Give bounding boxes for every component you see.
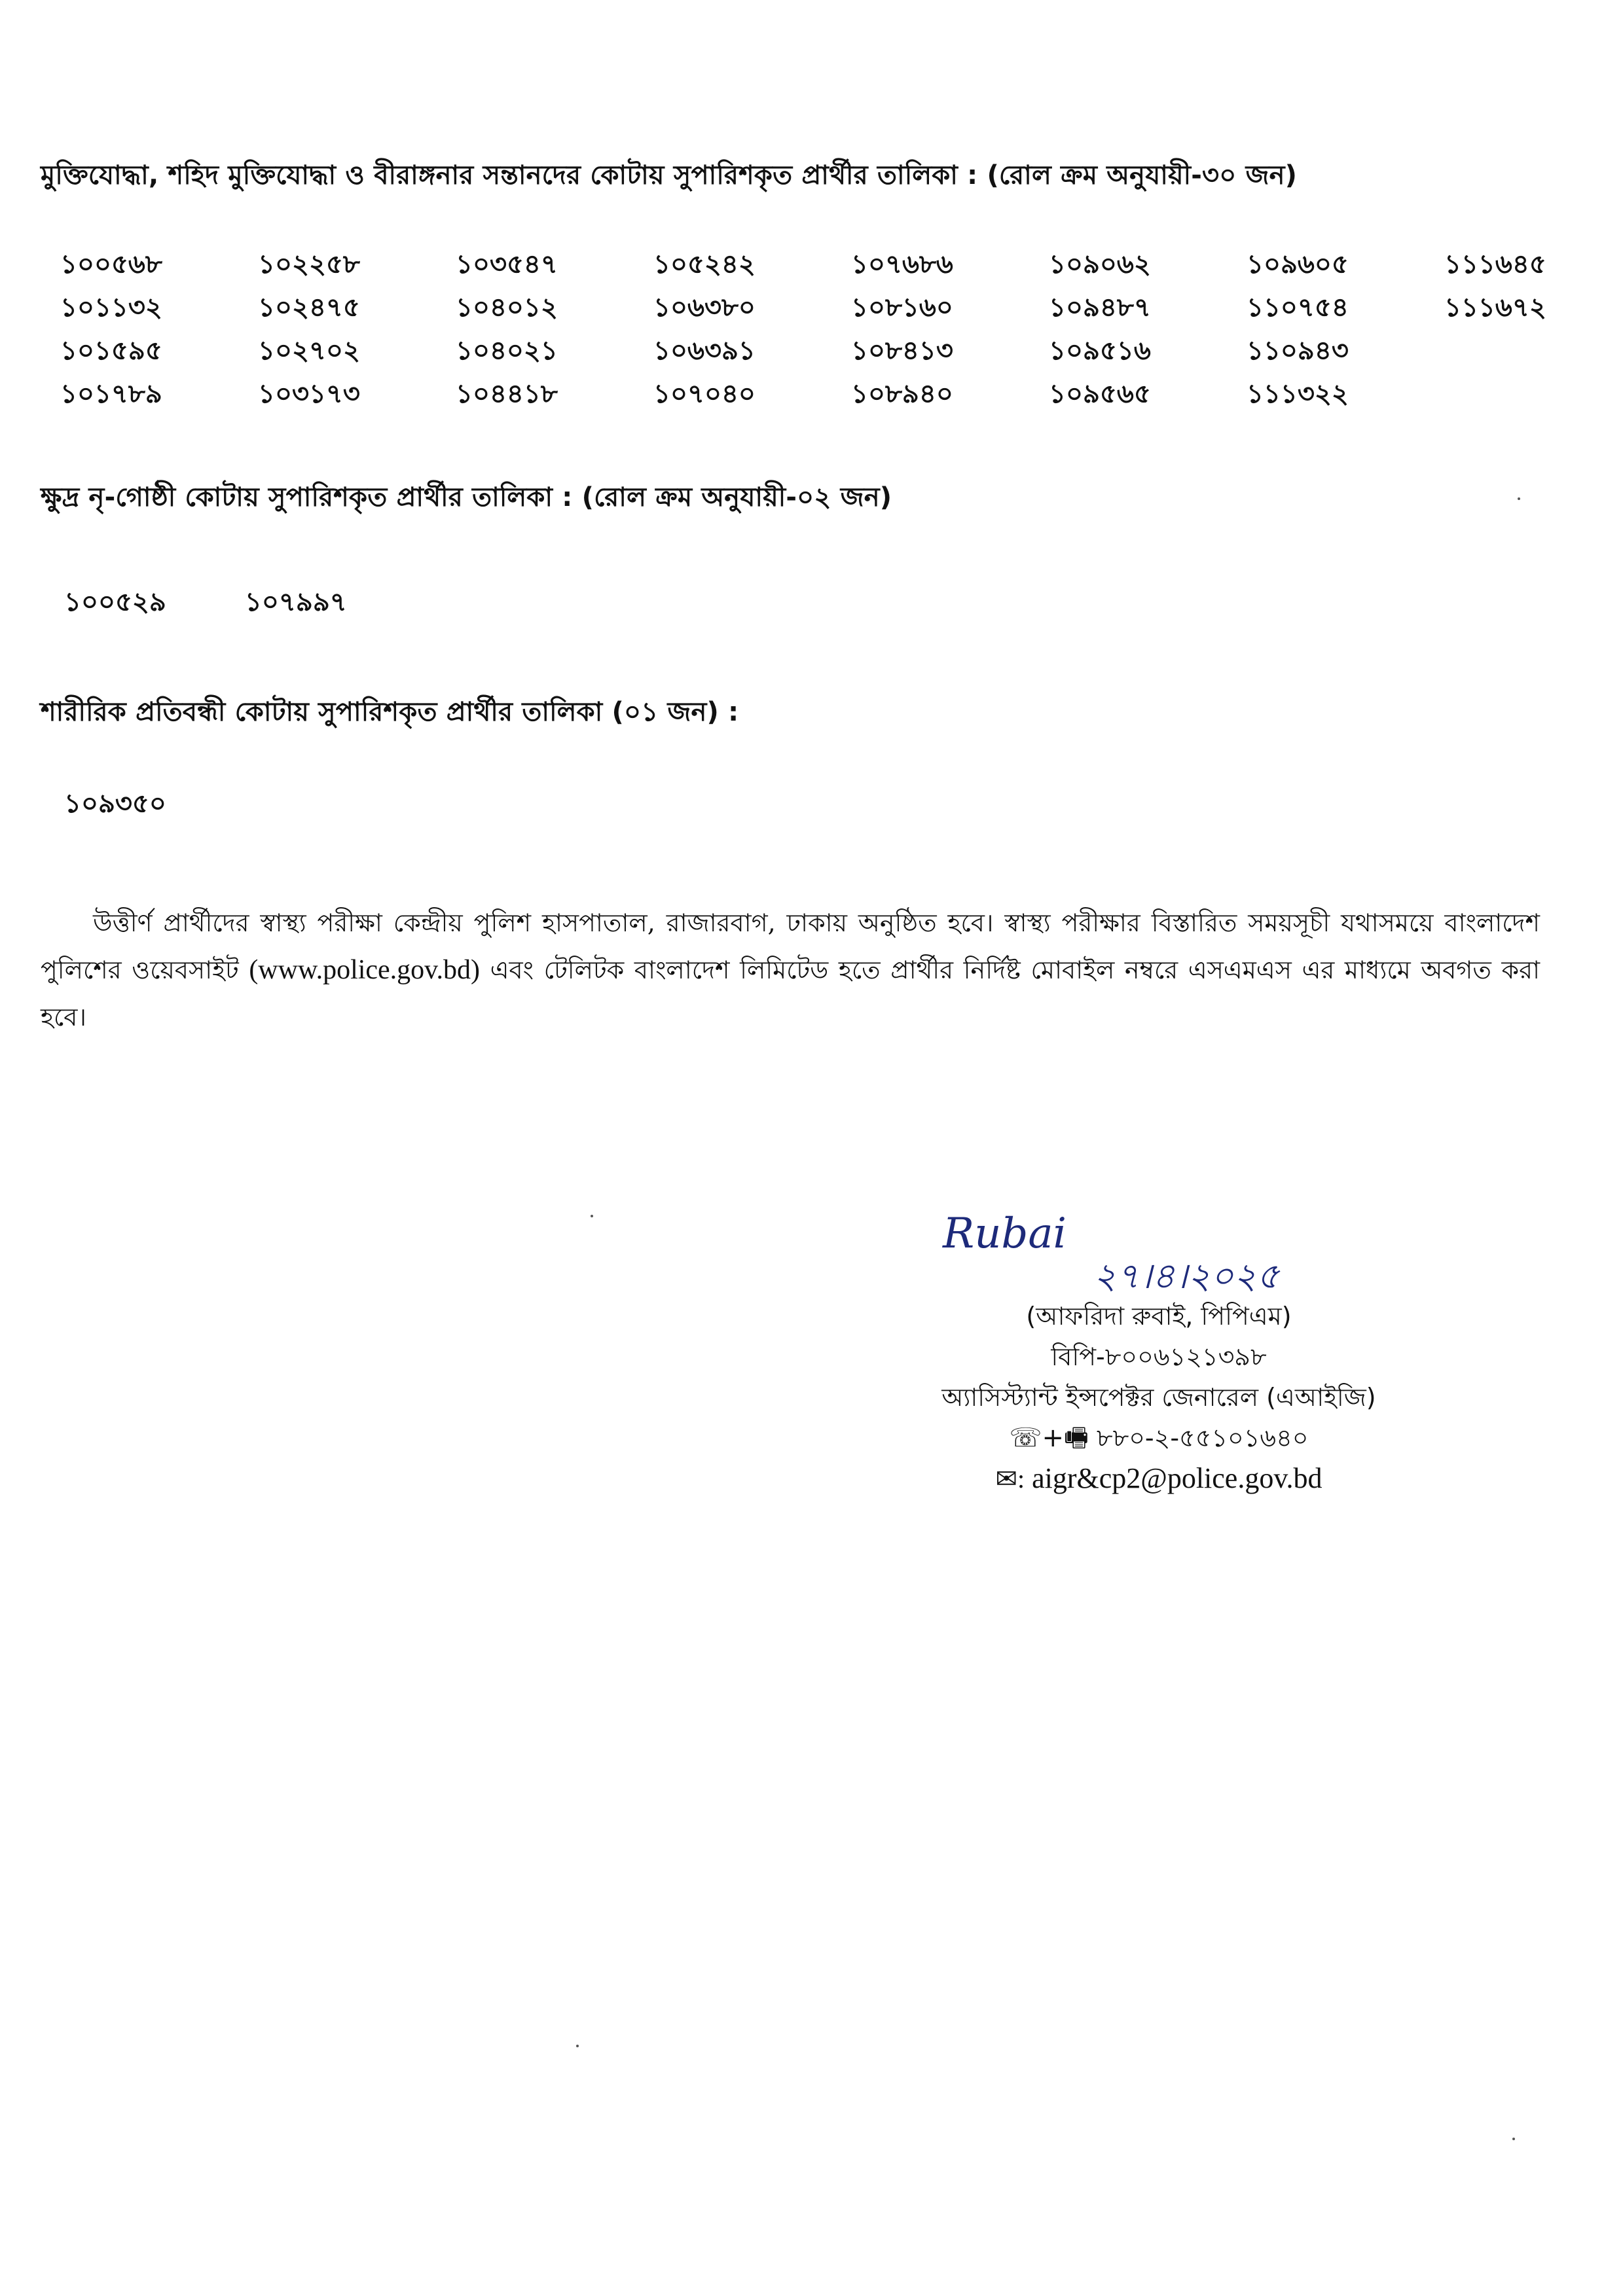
signatory-designation: অ্যাসিস্ট্যান্ট ইন্সপেক্টর জেনারেল (এআইজি) xyxy=(941,1383,1376,1412)
roll-number: ১০৪৪১৮ xyxy=(456,379,558,409)
scan-speck xyxy=(1518,497,1520,500)
roll-number: ১০৮৯৪০ xyxy=(851,379,953,409)
roll-number: ১০৬৩৯১ xyxy=(653,336,756,366)
roll-number: ১১১৬৪৫ xyxy=(1444,249,1546,279)
roll-number: ১০৩৫৪৭ xyxy=(456,249,558,279)
roll-number: ১০৫২৪২ xyxy=(653,249,756,279)
roll-number: ১০৭০৪০ xyxy=(653,379,756,409)
roll-number: ১০২৪৭৫ xyxy=(258,293,360,323)
roll-number: ১০৯৪৮৭ xyxy=(1049,293,1151,323)
roll-number: ১০৯৫১৬ xyxy=(1049,336,1151,366)
ethnic-quota-roll-list xyxy=(64,581,347,625)
email-line xyxy=(903,1458,1414,1499)
website-link[interactable]: (www.police.gov.bd) xyxy=(249,955,480,985)
roll-number: ১০৯৫৬৫ xyxy=(1049,379,1151,409)
phone-fax-icon: ☏+🖷 xyxy=(1009,1423,1089,1453)
roll-number: ১০৪০১২ xyxy=(456,293,558,323)
roll-number: ১০০৫২৯ xyxy=(64,587,166,617)
phone-number: ৮৮০-২-৫৫১০১৬৪০ xyxy=(1096,1424,1309,1452)
signature-block xyxy=(903,1211,1414,1499)
roll-number: ১০৯৩৫০ xyxy=(64,789,166,819)
ff-quota-roll-grid xyxy=(60,243,1623,416)
handwritten-date: ২৭।৪।২০২৫ xyxy=(1093,1255,1280,1297)
ethnic-quota-heading: ক্ষুদ্র নৃ-গোষ্ঠী কোটায় সুপারিশকৃত প্রার্থীর তালিকা : (রোল ক্রম অনুযায়ী-০২ জন) xyxy=(41,482,892,512)
email-icon: ✉: xyxy=(995,1464,1025,1494)
roll-number: ১০৯৬০৫ xyxy=(1247,249,1349,279)
roll-number: ১০৪০২১ xyxy=(456,336,558,366)
roll-number: ১০৩১৭৩ xyxy=(258,379,360,409)
roll-number: ১০১১৩২ xyxy=(60,293,162,323)
ff-quota-heading: মুক্তিযোদ্ধা, শহিদ মুক্তিযোদ্ধা ও বীরাঙ্গনার সন্তানদের কোটায় সুপারিশকৃত প্রার্থীর তালিকা : (রোল ক্রম অনুযায়ী-৩০ জন) xyxy=(41,160,1298,190)
roll-number: ১০৮১৬০ xyxy=(851,293,953,323)
disabled-quota-heading: শারীরিক প্রতিবন্ধী কোটায় সুপারিশকৃত প্রার্থীর তালিকা (০১ জন) : xyxy=(41,697,739,727)
roll-number: ১১১৩২২ xyxy=(1247,379,1349,409)
roll-number: ১১০৭৫৪ xyxy=(1247,293,1349,323)
phone-fax-line xyxy=(903,1418,1414,1458)
roll-number: ১০০৫৬৮ xyxy=(60,249,162,279)
roll-number: ১১১৬৭২ xyxy=(1444,293,1546,323)
signatory-bp-number: বিপি-৮০০৬১২১৩৯৮ xyxy=(1051,1342,1267,1371)
roll-number: ১০৮৪১৩ xyxy=(851,336,953,366)
roll-number: ১০১৭৮৯ xyxy=(60,379,162,409)
signatory-name: (আফরিদা রুবাই, পিপিএম) xyxy=(1026,1302,1292,1331)
notice-text: উত্তীর্ণ প্রার্থীদের স্বাস্থ্য পরীক্ষা কেন্দ্রীয় পুলিশ হাসপাতাল, রাজারবাগ, ঢাকায় অনুষ্ঠিত হবে। স্বাস্থ্য পরীক্ষার বিস্তারিত সময়সূচী যথাসময়ে বাংলাদেশ পুলিশের ওয়েবসাইট xyxy=(41,908,1540,984)
notice-text: এবং টেলিটক বাংলাদেশ লিমিটেড হতে প্রার্থীর নির্দিষ্ট মোবাইল নম্বরে এসএমএস এর মাধ্যমে অবগত করা হবে। xyxy=(41,956,1540,1031)
roll-number: ১০৯০৬২ xyxy=(1049,249,1151,279)
scan-speck xyxy=(1512,2138,1515,2140)
handwritten-signature: Rubai xyxy=(943,1210,1067,1258)
roll-number: ১০৭৯৯৭ xyxy=(244,587,347,617)
health-exam-notice xyxy=(41,899,1540,1041)
email-address[interactable]: aigr&cp2@police.gov.bd xyxy=(1032,1462,1322,1494)
roll-number: ১০৭৬৮৬ xyxy=(851,249,953,279)
scan-speck xyxy=(576,2045,579,2047)
scan-speck xyxy=(591,1215,593,1217)
roll-number: ১০২৭০২ xyxy=(258,336,360,366)
roll-number: ১০২২৫৮ xyxy=(258,249,360,279)
disabled-quota-roll-list xyxy=(64,783,166,827)
roll-number: ১১০৯৪৩ xyxy=(1247,336,1349,366)
roll-number: ১০৬৩৮০ xyxy=(653,293,756,323)
roll-number: ১০১৫৯৫ xyxy=(60,336,162,366)
